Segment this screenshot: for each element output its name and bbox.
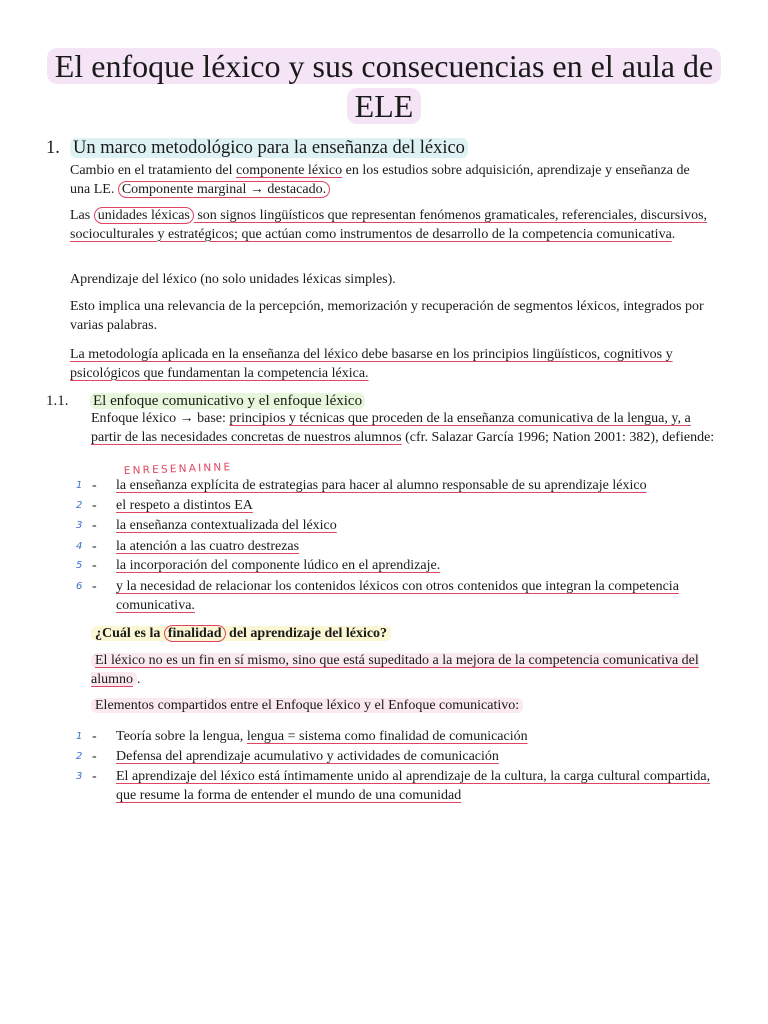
section-1-1-number: 1.1. [46, 393, 69, 409]
section-1-number: 1. [46, 138, 60, 158]
p2-text-a: Las [70, 208, 94, 223]
question-text-a: ¿Cuál es la [95, 626, 164, 641]
list-dash: - [92, 749, 97, 764]
list-dash: - [92, 579, 97, 594]
handwritten-number: 3 [76, 771, 83, 782]
handwritten-note: ENRESENAINNE [123, 461, 233, 477]
p2-underlined: son signos lingüísticos que representan fenómenos gramaticales, referenciales, discursivos, socioculturales y estratégicos; que actúan como instrumentos de desarrollo de la competencia comunicativa [70, 208, 708, 242]
list-text [116, 728, 716, 747]
handwritten-number: 5 [76, 560, 83, 571]
list-text: la enseñanza contextualizada del léxico [116, 518, 337, 533]
question-highlight [91, 626, 391, 641]
paragraph-4: Esto implica una relevancia de la percepción, memorización y recuperación de segmentos léxicos, integrados por varias palabras. [70, 299, 704, 333]
list-dash: - [92, 518, 97, 533]
intro-underlined: principios y técnicas que proceden de la enseñanza comunicativa de la lengua, y, a partir de las necesidades concretas de nuestros alumnos [91, 411, 691, 445]
handwritten-number: 2 [76, 751, 83, 762]
list-text: el respeto a distintos EA [116, 498, 253, 513]
intro-text-c: (cfr. Salazar García 1996; Nation 2001: 382), defiende: [401, 429, 715, 445]
p2-text-d: . [671, 226, 676, 242]
list-dash: - [92, 478, 97, 493]
p1-text-a: Cambio en el tratamiento del [70, 163, 237, 178]
paragraph-1 [70, 162, 710, 199]
section-1-title: Un marco metodológico para la enseñanza del léxico [70, 138, 468, 158]
list-dash: - [92, 498, 97, 513]
list-text-underlined: lengua = sistema como finalidad de comunicación [246, 729, 528, 744]
paragraph-3: Aprendizaje del léxico (no solo unidades léxicas simples). [70, 272, 396, 287]
list-text-underlined: Defensa del aprendizaje acumulativo y actividades de comunicación [116, 749, 499, 764]
answer-period: . [137, 671, 141, 687]
list-dash: - [92, 539, 97, 554]
title-text: El enfoque léxico y sus consecuencias en el aula de ELE [47, 48, 721, 124]
paragraph-2 [70, 207, 710, 244]
page-title [40, 46, 728, 126]
list-dash: - [92, 769, 97, 784]
section-1-heading [46, 137, 468, 159]
p1-circled: Componente marginal → destacado. [118, 181, 330, 198]
enfoque-intro [91, 410, 721, 447]
question-text-c: del aprendizaje del léxico? [225, 626, 388, 641]
p1-text-c: en los estudios sobre adquisición, aprendizaje y enseñanza de una LE. [70, 163, 690, 197]
handwritten-number: 1 [76, 480, 83, 491]
p5-underlined: La metodología aplicada en la enseñanza del léxico debe basarse en los principios lingüísticos, cognitivos y psicológicos que fundamentan la competencia léxica. [70, 347, 673, 381]
list-text [116, 748, 716, 767]
list-text: la incorporación del componente lúdico en el aprendizaje. [116, 558, 441, 573]
section-1-1-heading [46, 392, 365, 410]
shared-elements [91, 697, 721, 716]
intro-text-a: Enfoque léxico → base: [91, 411, 230, 426]
shared-elements-text: Elementos compartidos entre el Enfoque léxico y el Enfoque comunicativo: [91, 698, 523, 713]
p2-circled: unidades léxicas [94, 207, 194, 224]
list-text-underlined: El aprendizaje del léxico está íntimamente unido al aprendizaje de la cultura, la carga cultural compartida, que resume la forma de entender el mundo de una comunidad [116, 769, 711, 803]
list-text [116, 768, 716, 805]
handwritten-number: 6 [76, 581, 83, 592]
list-text: la enseñanza explícita de estrategias para hacer al alumno responsable de su aprendizaje léxico [116, 478, 647, 493]
section-1-1-title: El enfoque comunicativo y el enfoque léxico [90, 393, 365, 409]
paragraph-5 [70, 346, 710, 383]
answer-highlighted: El léxico no es un fin en sí mismo, sino que está supeditado a la mejora de la competencia comunicativa del alumno [91, 653, 699, 687]
handwritten-number: 3 [76, 520, 83, 531]
question-circled: finalidad [164, 625, 226, 642]
handwritten-number: 2 [76, 500, 83, 511]
handwritten-number: 4 [76, 541, 83, 552]
list-text-plain: Teoría sobre la lengua, [116, 729, 247, 744]
question [91, 625, 721, 644]
answer [91, 652, 721, 689]
list-text: la atención a las cuatro destrezas [116, 539, 300, 554]
handwritten-number: 1 [76, 731, 83, 742]
list-dash: - [92, 558, 97, 573]
p1-underlined: componente léxico [236, 163, 343, 178]
list-text: y la necesidad de relacionar los contenidos léxicos con otros contenidos que integran la competencia comunicativa. [116, 579, 679, 613]
list-dash: - [92, 729, 97, 744]
